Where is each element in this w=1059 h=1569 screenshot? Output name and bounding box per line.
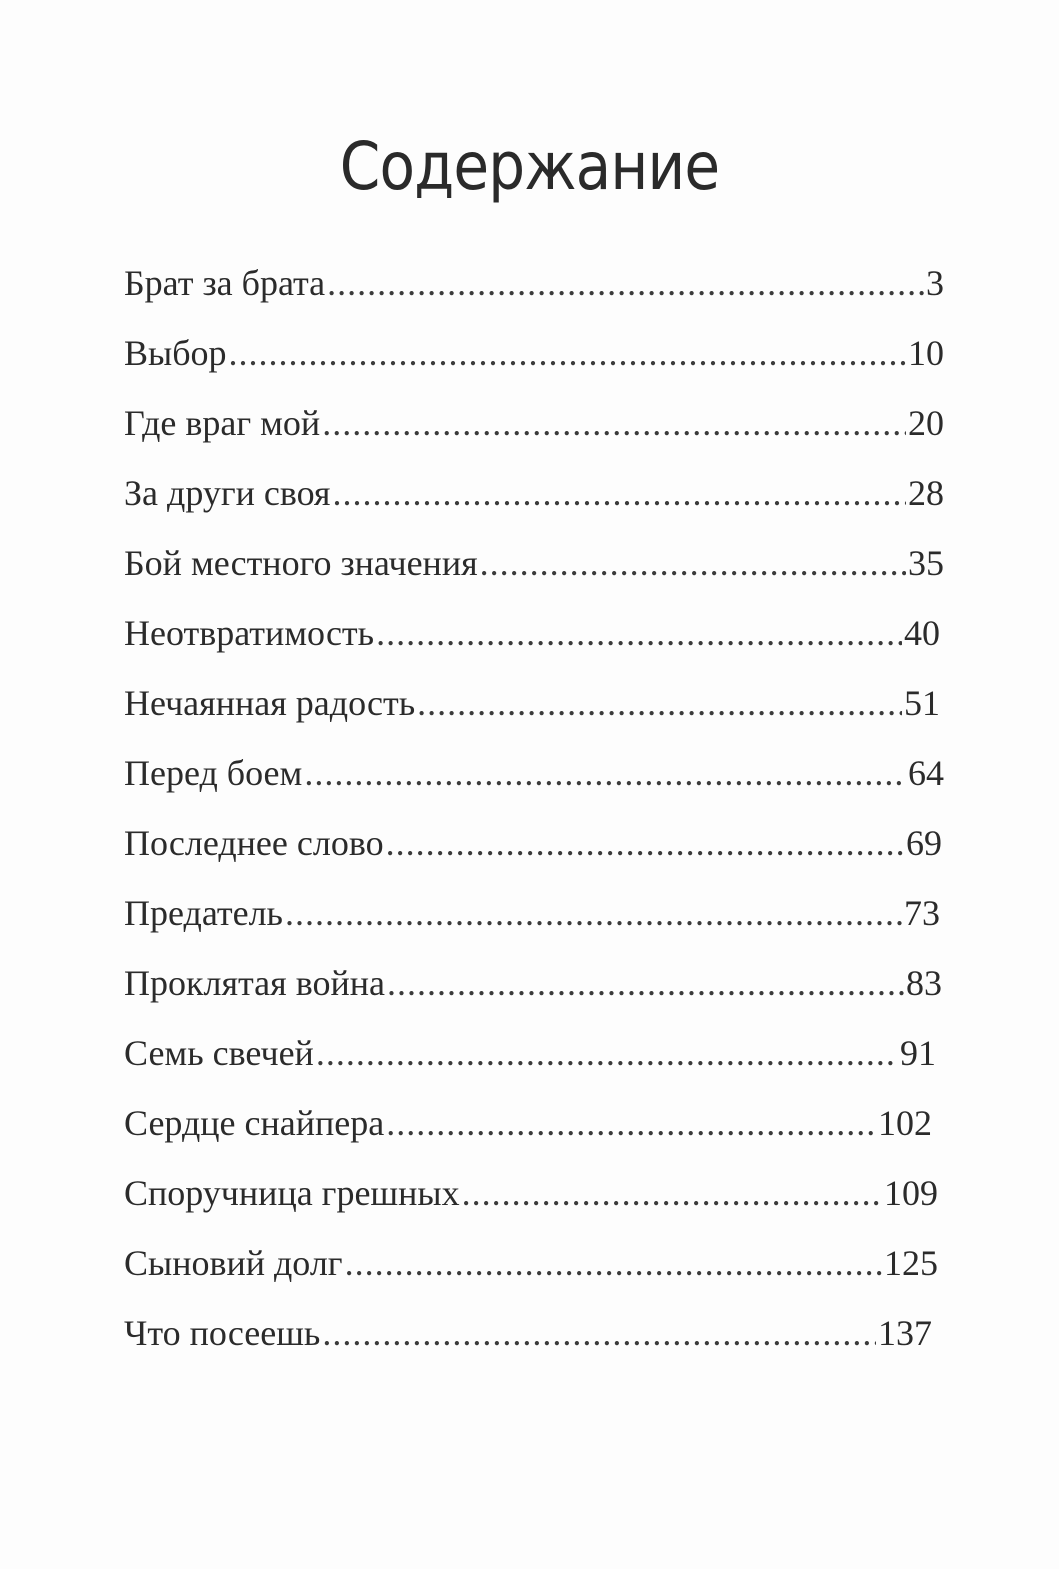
table-of-contents (124, 262, 944, 1382)
toc-entry-page-number: 35 (908, 543, 944, 583)
toc-entry-page-number: 109 (884, 1173, 938, 1213)
toc-entry-title: Проклятая война (124, 963, 385, 1003)
toc-entry (124, 1032, 944, 1102)
toc-entry-page-number: 20 (908, 403, 944, 443)
toc-dot-leader (387, 962, 904, 1004)
toc-dot-leader (417, 682, 902, 724)
toc-entry-title: Что посеешь (124, 1313, 321, 1353)
toc-dot-leader (229, 332, 906, 374)
toc-dot-leader (386, 1102, 876, 1144)
toc-entry-title: Выбор (124, 333, 227, 373)
page-title: Содержание (339, 128, 720, 205)
toc-entry-page-number: 102 (878, 1103, 932, 1143)
toc-entry (124, 682, 944, 752)
toc-entry-page-number: 83 (906, 963, 942, 1003)
toc-entry-page-number: 40 (904, 613, 940, 653)
toc-entry-title: Где враг мой (124, 403, 321, 443)
toc-entry-title: Неотвратимость (124, 613, 375, 653)
toc-entry (124, 1172, 944, 1242)
toc-dot-leader (285, 892, 902, 934)
toc-entry (124, 962, 944, 1032)
toc-entry-title: Перед боем (124, 753, 303, 793)
toc-entry-title: Брат за брата (124, 263, 326, 303)
toc-dot-leader (345, 1242, 882, 1284)
toc-entry-title: Сыновий долг (124, 1243, 343, 1283)
toc-entry (124, 1242, 944, 1312)
toc-entry-title: Нечаянная радость (124, 683, 416, 723)
toc-entry-page-number: 28 (908, 473, 944, 513)
toc-entry-title: За други своя (124, 473, 331, 513)
toc-dot-leader (480, 542, 906, 584)
toc-entry-page-number: 125 (884, 1243, 938, 1283)
toc-entry-title: Споручница грешных (124, 1173, 460, 1213)
toc-entry-page-number: 137 (878, 1313, 932, 1353)
toc-dot-leader (376, 612, 902, 654)
toc-entry-title: Семь свечей (124, 1033, 314, 1073)
toc-entry-page-number: 73 (904, 893, 940, 933)
toc-entry-page-number: 10 (908, 333, 944, 373)
toc-entry-page-number: 69 (906, 823, 942, 863)
toc-entry (124, 332, 944, 402)
toc-entry-title: Сердце снайпера (124, 1103, 385, 1143)
toc-dot-leader (386, 822, 904, 864)
toc-entry (124, 822, 944, 892)
toc-entry (124, 612, 944, 682)
toc-dot-leader (333, 472, 907, 514)
toc-dot-leader (322, 1312, 876, 1354)
toc-entry (124, 892, 944, 962)
toc-dot-leader (322, 402, 906, 444)
toc-entry-page-number: 64 (908, 753, 944, 793)
toc-entry-title: Последнее слово (124, 823, 384, 863)
toc-dot-leader (462, 1172, 882, 1214)
toc-entry (124, 1102, 944, 1172)
toc-entry-page-number: 91 (900, 1033, 936, 1073)
toc-dot-leader (316, 1032, 898, 1074)
toc-entry (124, 472, 944, 542)
toc-entry (124, 1312, 944, 1382)
toc-entry (124, 542, 944, 612)
toc-entry (124, 402, 944, 472)
toc-dot-leader (327, 262, 924, 304)
toc-entry (124, 262, 944, 332)
toc-dot-leader (304, 752, 906, 794)
toc-entry-page-number: 51 (904, 683, 940, 723)
toc-entry (124, 752, 944, 822)
toc-entry-page-number: 3 (926, 263, 944, 303)
toc-entry-title: Бой местного значения (124, 543, 478, 583)
toc-entry-title: Предатель (124, 893, 283, 933)
